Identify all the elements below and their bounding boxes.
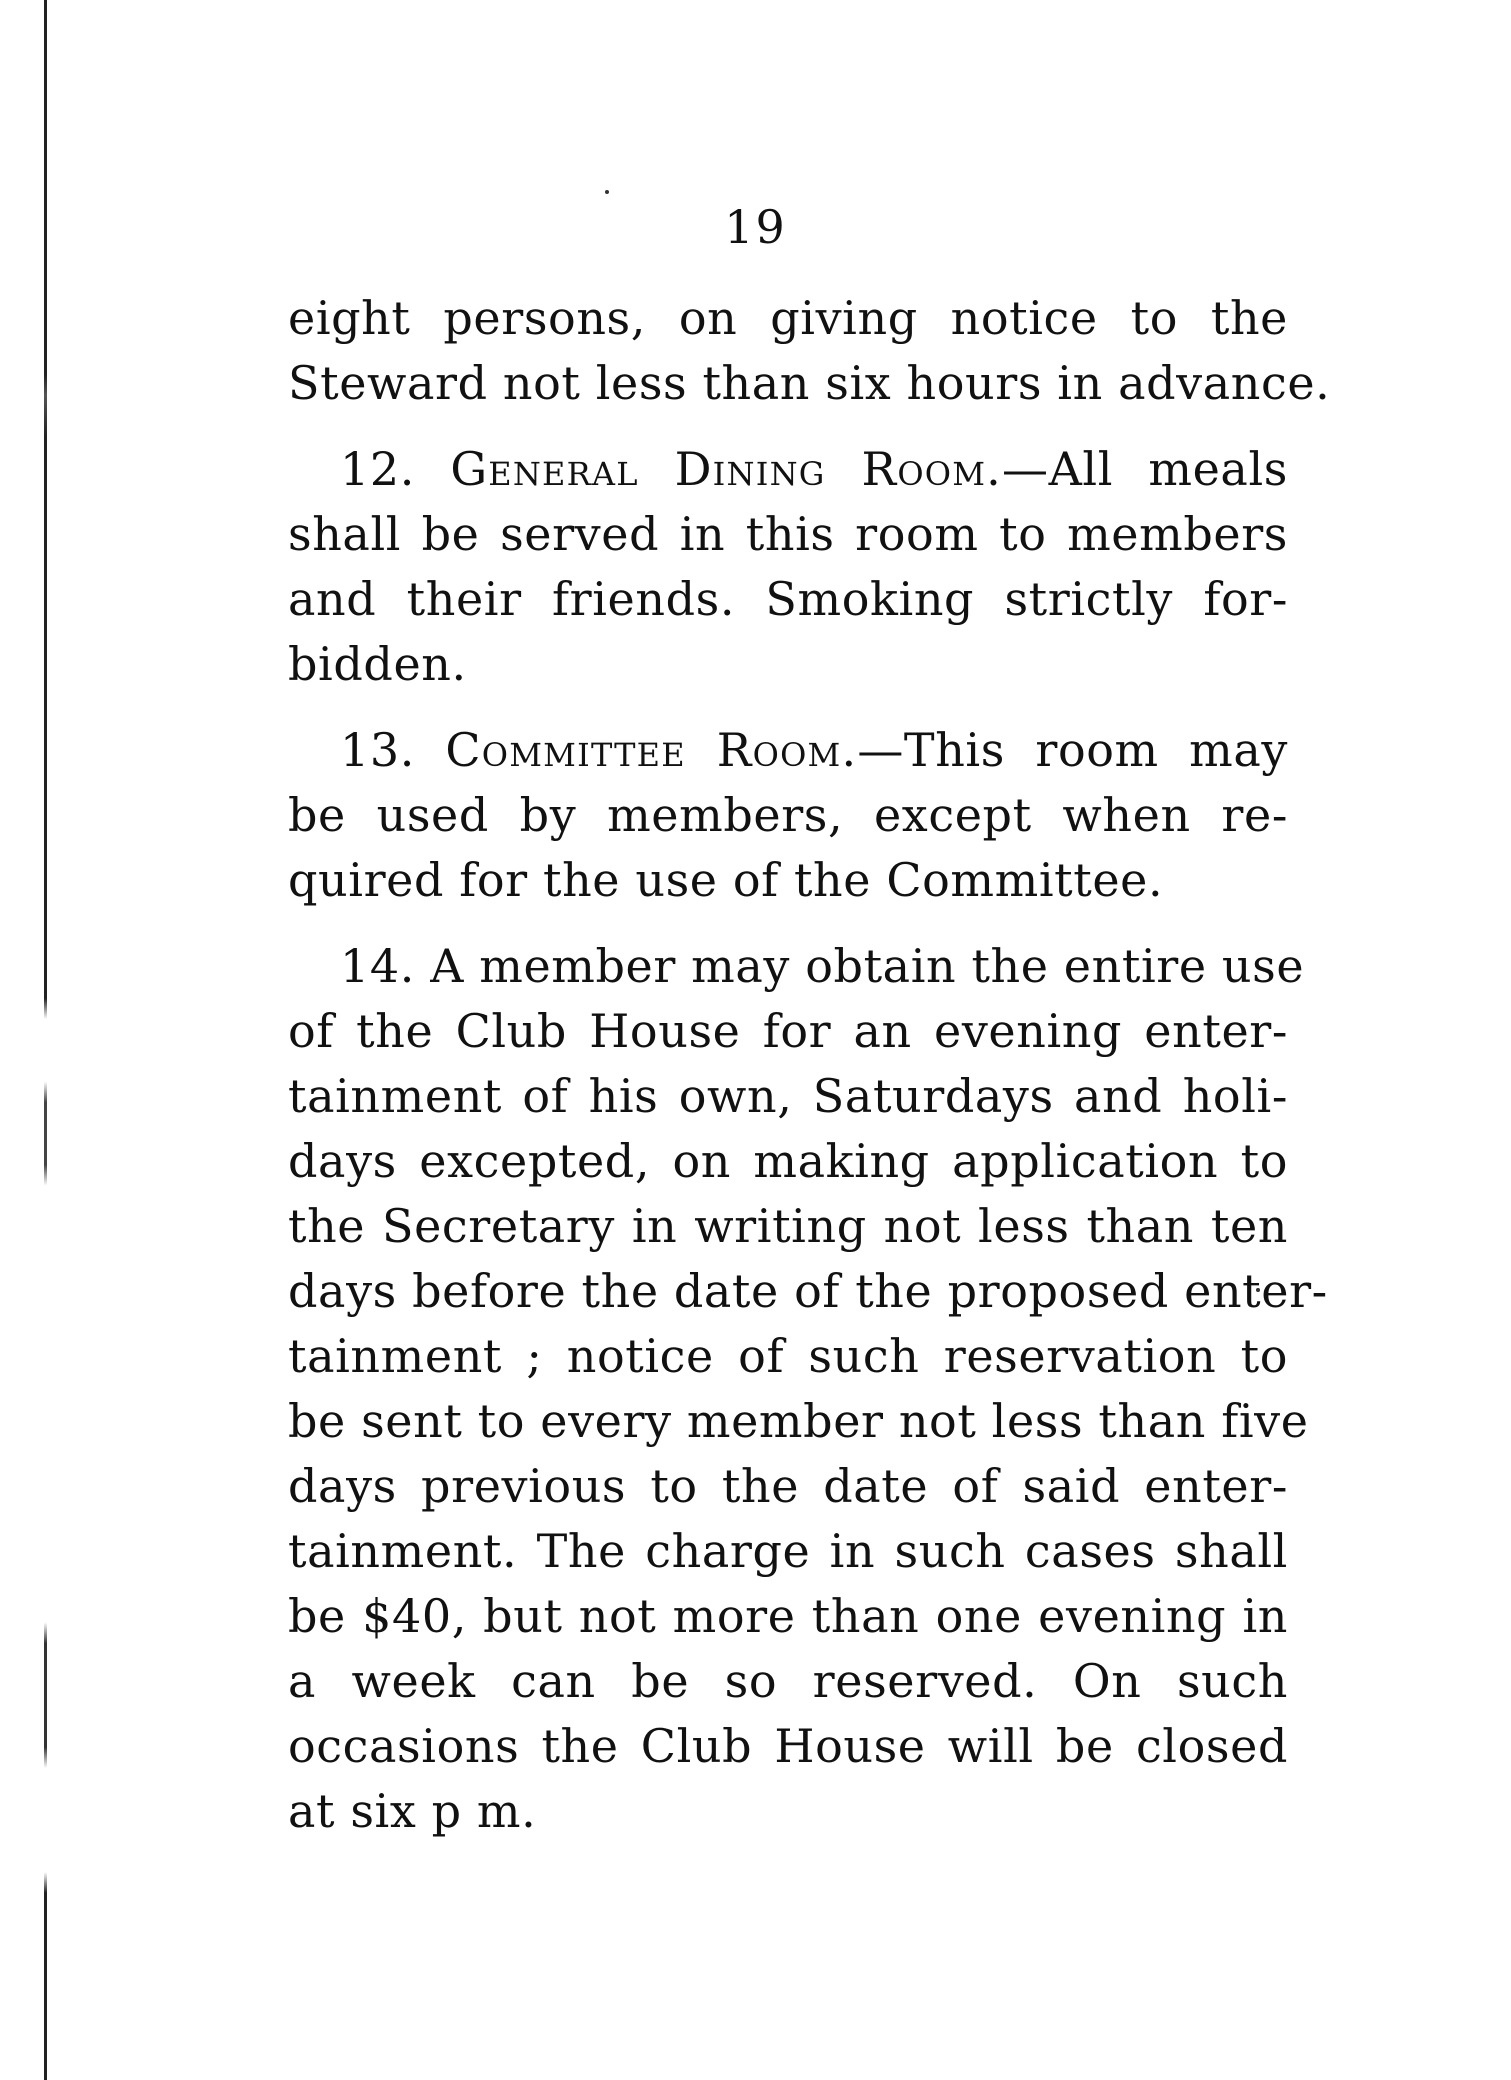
paragraph-12 [288, 437, 1288, 697]
paragraph-continuation [288, 286, 1331, 416]
text-line: days before the date of the proposed enter- [288, 1264, 1328, 1318]
section-lead-text: —This room may [857, 723, 1288, 777]
text-line [288, 934, 1305, 999]
paragraph-14 [288, 934, 1328, 1844]
text-line: days excepted, on making application to [288, 1134, 1288, 1188]
text-line: and their friends. Smoking strictly for- [288, 572, 1288, 626]
text-line: of the Club House for an evening enter- [288, 1004, 1288, 1058]
text-line: quired for the use of the Committee. [288, 853, 1164, 907]
text-line [288, 718, 1288, 783]
section-number: 14. [340, 939, 415, 993]
text-line: a week can be so reserved. On such [288, 1654, 1288, 1708]
text-line: at six p m. [288, 1784, 537, 1838]
text-line: tainment of his own, Saturdays and holi- [288, 1069, 1288, 1123]
body-text [288, 286, 1331, 1865]
text-line: eight persons, on giving notice to the [288, 291, 1288, 345]
text-line: be $40, but not more than one evening in [288, 1589, 1288, 1643]
section-lead-text: A member may obtain the entire use [430, 939, 1305, 993]
print-speck [605, 190, 609, 194]
text-line: bidden. [288, 637, 467, 691]
text-line [288, 437, 1288, 502]
paragraph-13 [288, 718, 1288, 913]
section-number: 12. [340, 442, 415, 496]
text-line: Steward not less than six hours in advance. [288, 356, 1331, 410]
text-line: the Secretary in writing not less than ten [288, 1199, 1288, 1253]
text-line: days previous to the date of said enter- [288, 1459, 1288, 1513]
section-number: 13. [340, 723, 415, 777]
section-heading: General Dining Room. [450, 442, 1002, 496]
text-line: occasions the Club House will be closed [288, 1719, 1288, 1773]
page-edge-line [44, 0, 47, 2080]
text-line: shall be served in this room to members [288, 507, 1288, 561]
page-number: 19 [724, 200, 787, 254]
section-heading: Committee Room. [445, 723, 858, 777]
section-lead-text: —All meals [1001, 442, 1288, 496]
text-line: tainment ; notice of such reservation to [288, 1329, 1288, 1383]
text-line: be sent to every member not less than five [288, 1394, 1309, 1448]
text-line: tainment. The charge in such cases shall [288, 1524, 1288, 1578]
text-line: be used by members, except when re- [288, 788, 1288, 842]
